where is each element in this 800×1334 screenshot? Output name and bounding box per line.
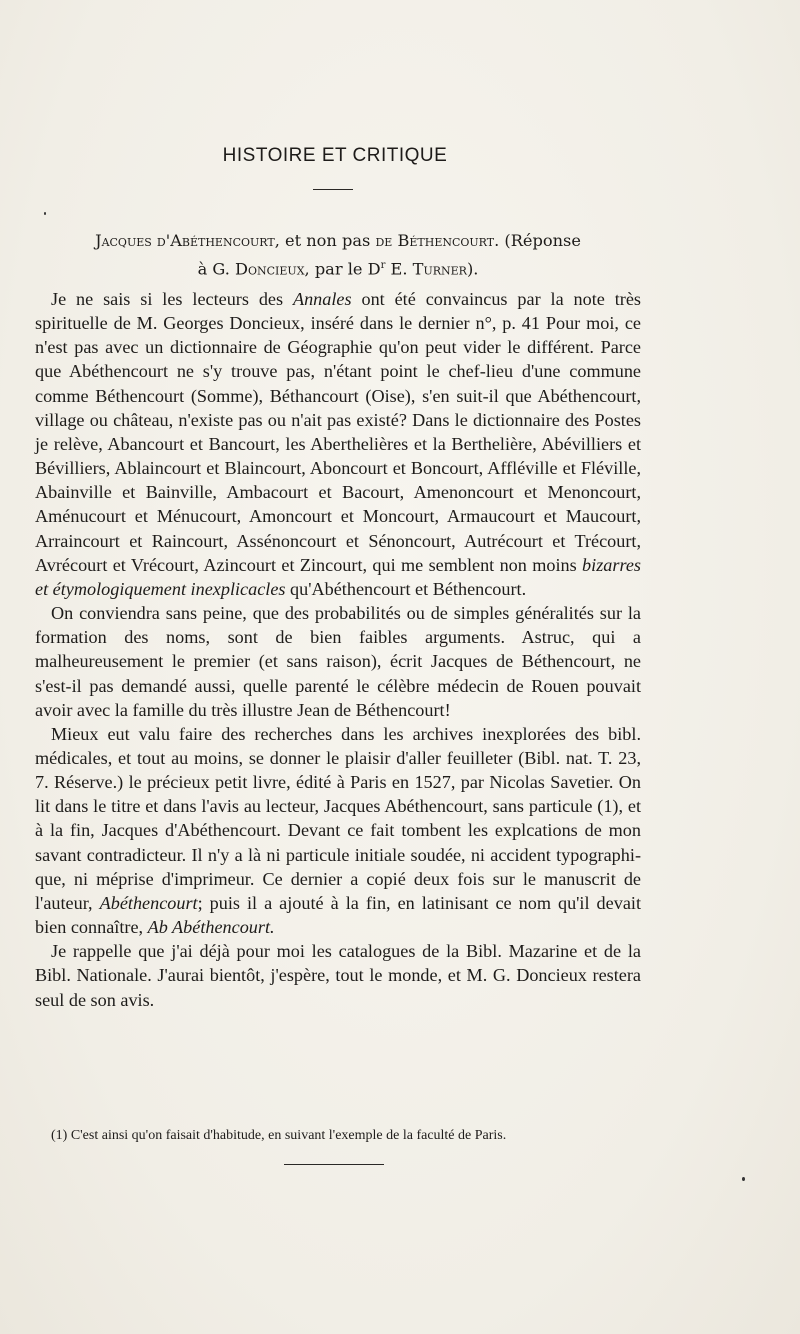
title-line2-d: ). (466, 259, 479, 279)
paragraph-1 (35, 287, 641, 601)
heading-rule (313, 189, 353, 190)
paragraph-4: Je rappelle que j'ai déjà pour moi les catalogues de la Bibl. Mazarine et de la Bibl. Nationale. J'aurai bientôt, j'espère, tout le monde, et M. G. Doncieux restera seul de son avis. (35, 941, 641, 1010)
p3-text-b: ; puis il a ajouté à la fin, en latinisant ce nom qu'il devait bien connaître, (35, 892, 641, 938)
paragraph-3 (35, 722, 641, 939)
p1-text-c: qu'Abéthencourt et Béthencourt. (285, 578, 527, 599)
title-line2-c: E. (385, 259, 413, 279)
paragraph-2: On conviendra sans peine, que des probabilités ou de simples généralités sur la formation des noms, sont de bien faibles arguments. Astruc, qui a malheureusement le premier (et sans raison), écrit Jacques de Béthencourt, ne s'est-il pas demandé aussi, quelle parenté le célèbre médecin de Rouen pouvait avoir avec la famille du très illustre Jean de Béthencourt! (35, 603, 641, 720)
title-bethencourt: Béthencourt (397, 231, 495, 250)
p1-annales: Annales (292, 289, 352, 309)
p3-abethencourt: Abéthencourt (99, 892, 198, 913)
title-turner: Turner (412, 259, 467, 279)
article-title (35, 228, 641, 281)
ink-speck (44, 212, 46, 215)
ink-speck (742, 1177, 745, 1181)
p1-text-a: Je ne sais si les lecteurs des (51, 289, 293, 309)
p1-text-b: ont été convaincus par la note très spirituelle de M. Georges Doncieux, inséré dans le dernier n°, p. 41 Pour moi, ce n'est pas avec un dictionnaire de Géographie qu'on peut vider le différent. Parce que Abéthencourt ne s'y trouve pas, n'étant point le chef-lieu d'une commune comme Béthencourt (Somme), Béthancourt (Oise), s'en suit-il que Abéthencourt, village ou château, n'existe pas ou n'ait pas existé? Dans le dictionnaire des Postes je relève, Abancourt et Bancourt, les Aberthelières et la Berthelière, Abévilliers et Bévilliers, Ablaincourt et Blaincourt, Aboncourt et Boncourt, Affléville et Fléville, Abainville et Bainville, Ambacourt et Bacourt, Amenoncourt et Menoncourt, Aménucourt et Ménucourt, Amoncourt et Moncourt, Armaucourt et Maucourt, Arraincourt et Raincourt, Assénoncourt et Sénoncourt, Autrécourt et Trécourt, Avrécourt et Vrécourt, Azincourt et Zincourt, qui me semblent non moins (35, 289, 641, 575)
title-doncieux: Doncieux (235, 259, 305, 279)
p3-text-a: Mieux eut valu faire des recherches dans les archives inexplorées des bibl. médicales, et tout au moins, se donner le plaisir d'aller feuilleter (Bibl. nat. T. 23, 7. Réserve.) le précieux petit livre, édité à Paris en 1527, par Nicolas Savetier. On lit dans le titre et dans l'avis au lecteur, Jacques Abéthencourt, sans particule (1), et à la fin, Jacques d'Abéthencourt. Devant ce fait tombent les explcations de mon savant contradicteur. Il n'y a là ni particule initiale soudée, ni accident typographique, ni méprise d'imprimeur. Ce dernier a copié deux fois sur le manuscrit de l'auteur, (35, 723, 641, 913)
p1-bizarres: bizarres et étymologiquement inexplicacles (35, 554, 641, 599)
footnote (35, 1126, 641, 1145)
end-rule (284, 1164, 384, 1165)
p3-ab-abethencourt: Ab Abéthencourt. (147, 917, 275, 938)
article-body (35, 287, 641, 1012)
section-heading: HISTOIRE ET CRITIQUE (222, 145, 448, 166)
title-dr-sup: r (380, 260, 386, 271)
title-author: Jacques d'Abéthencourt (95, 231, 275, 250)
title-connector: , et non pas (274, 231, 376, 250)
footnote-text: (1) C'est ainsi qu'on faisait d'habitude, en suivant l'exemple de la faculté de Paris. (51, 1128, 507, 1143)
title-line2-a: à G. (197, 259, 236, 279)
title-line2-b: , par le D (304, 259, 381, 279)
title-reponse: . (Réponse (494, 231, 581, 250)
title-de: de (375, 231, 393, 250)
